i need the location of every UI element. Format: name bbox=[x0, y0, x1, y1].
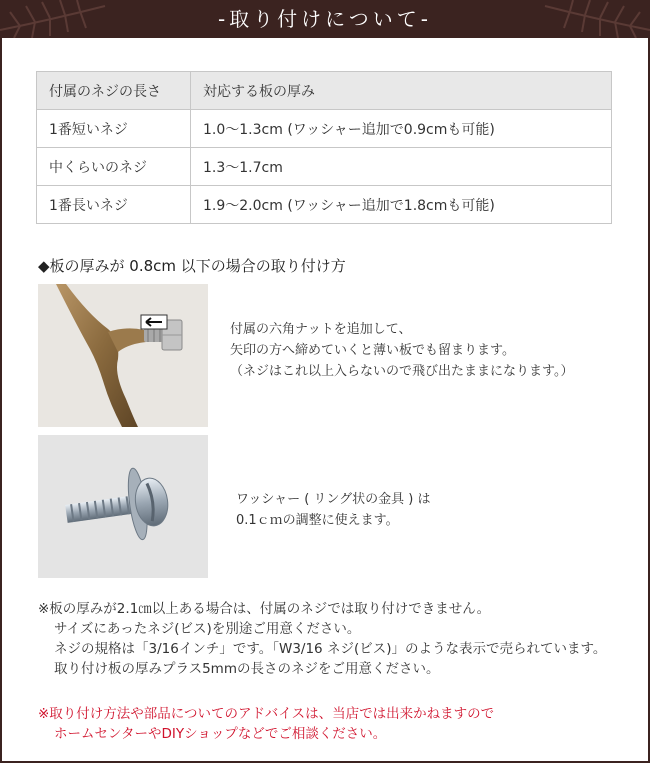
note-line: 取り付け板の厚みプラス5mmの長さのネジをご用意ください。 bbox=[54, 661, 440, 677]
note-line: ※板の厚みが2.1㎝以上ある場合は、付属のネジでは取り付けできません。 bbox=[38, 601, 491, 617]
table-cell: 中くらいのネジ bbox=[37, 148, 191, 186]
note-line: サイズにあったネジ(ビス)を別途ご用意ください。 bbox=[54, 621, 361, 637]
advice-line: ホームセンターやDIYショップなどでご相談ください。 bbox=[54, 726, 387, 742]
column-header: 付属のネジの長さ bbox=[37, 72, 191, 110]
notes-block bbox=[38, 599, 606, 679]
page-header bbox=[0, 0, 650, 38]
table-cell: 1.3〜1.7cm bbox=[191, 148, 612, 186]
washer-caption bbox=[236, 489, 431, 531]
caption-line: ワッシャー ( リング状の金具 ) は bbox=[236, 492, 431, 507]
advice-line: ※取り付け方法や部品についてのアドバイスは、当店では出来かねますので bbox=[38, 706, 495, 722]
washer-screw-photo bbox=[38, 435, 208, 578]
screw-size-table bbox=[36, 71, 612, 224]
section-heading: ◆板の厚みが 0.8cm 以下の場合の取り付け方 bbox=[38, 257, 346, 275]
table-row bbox=[37, 148, 612, 186]
table-cell: 1.0〜1.3cm (ワッシャー追加で0.9cmも可能) bbox=[191, 110, 612, 148]
caption-line: 0.1ｃｍの調整に使えます。 bbox=[236, 513, 399, 528]
table-cell: 1番短いネジ bbox=[37, 110, 191, 148]
table-row bbox=[37, 186, 612, 224]
table-header-row bbox=[37, 72, 612, 110]
page-title: -取り付けについて- bbox=[217, 7, 433, 31]
column-header: 対応する板の厚み bbox=[191, 72, 612, 110]
caption-line: 付属の六角ナットを追加して、 bbox=[230, 322, 412, 337]
caption-line: 矢印の方へ締めていくと薄い板でも留まります。 bbox=[230, 343, 515, 358]
advice-note bbox=[38, 704, 494, 744]
table-cell: 1.9〜2.0cm (ワッシャー追加で1.8cmも可能) bbox=[191, 186, 612, 224]
caption-line: （ネジはこれ以上入らないので飛び出たままになります。） bbox=[230, 364, 574, 379]
hex-nut-caption bbox=[230, 319, 573, 382]
table-row bbox=[37, 110, 612, 148]
hex-nut-photo bbox=[38, 284, 208, 427]
table-cell: 1番長いネジ bbox=[37, 186, 191, 224]
note-line: ネジの規格は「3/16インチ」です。「W3/16 ネジ(ビス)」のような表示で売られています。 bbox=[54, 641, 607, 657]
